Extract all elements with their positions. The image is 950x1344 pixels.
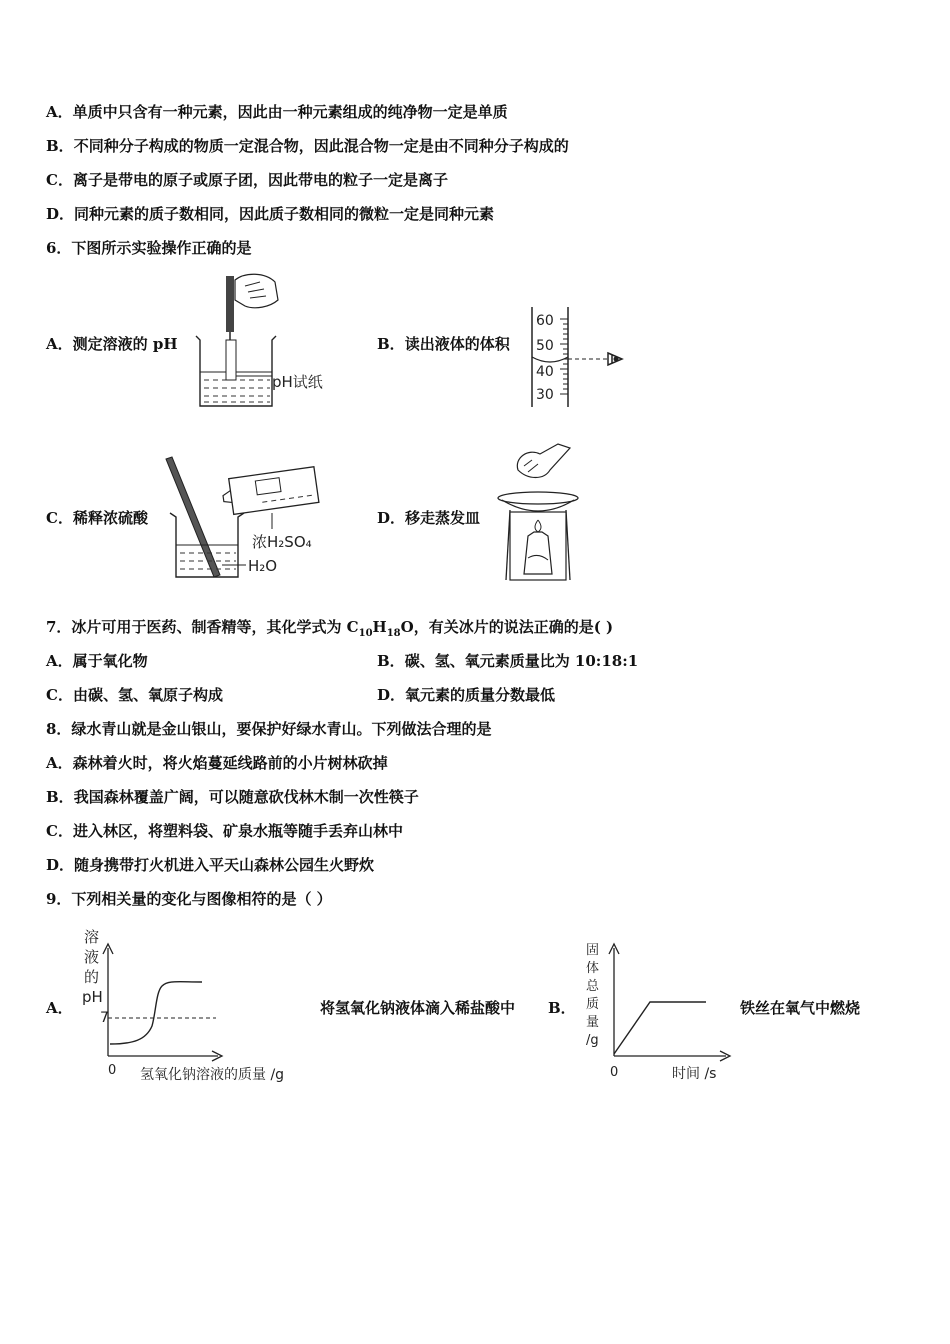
y-label-char: 固: [586, 943, 600, 958]
q6-stem: 6．下图所示实验操作正确的是: [46, 239, 252, 257]
q5-option-b: [46, 136, 569, 156]
meniscus: [532, 357, 568, 362]
q7-option-c: [46, 685, 223, 705]
alcohol-lamp: [524, 532, 552, 574]
q6-option-b: [377, 334, 510, 354]
ph-paper: [226, 340, 236, 380]
y-label-char: 液: [84, 948, 100, 966]
evaporating-dish: [498, 492, 578, 504]
y-label-char: 溶: [84, 928, 100, 946]
option-letter: B．: [377, 335, 405, 353]
option-letter: A．: [46, 103, 73, 121]
option-text: 单质中只含有一种元素，因此由一种元素组成的纯净物一定是单质: [72, 103, 508, 121]
option-text: 同种元素的质子数相同，因此质子数相同的微粒一定是同种元素: [74, 205, 495, 223]
q8-option-d: [46, 855, 374, 875]
option-letter: C．: [46, 822, 73, 840]
y-label-char: /g: [586, 1033, 599, 1048]
ph-graph: [78, 922, 318, 1087]
acid-bottle: [221, 467, 319, 516]
q6-option-c: [46, 508, 148, 528]
q8-option-a: [46, 753, 388, 773]
option-text: 森林着火时，将火焰蔓延线路前的小片树林砍掉: [72, 754, 388, 772]
q6-option-d: [377, 508, 480, 528]
option-text: 随身携带打火机进入平天山森林公园生火野炊: [74, 856, 375, 874]
glass-rod: [226, 276, 234, 332]
acid-label: 浓H₂SO₄: [252, 533, 312, 551]
option-text: 由碳、氢、氧原子构成: [72, 686, 223, 704]
tick-label-40: 40: [536, 364, 554, 380]
x-axis-label: 氢氧化钠溶液的质量 /g: [140, 1067, 285, 1083]
mass-curve: [614, 1002, 706, 1054]
q7-stem: [46, 617, 613, 644]
y-label-char: 量: [586, 1015, 600, 1030]
q8-option-c: [46, 821, 403, 841]
tick-label-30: 30: [536, 387, 554, 403]
stem-text: H: [372, 618, 387, 636]
option-text: 属于氧化物: [72, 652, 148, 670]
option-letter: C．: [46, 509, 73, 527]
hand-illustration: [235, 274, 278, 308]
option-text: 我国森林覆盖广阔，可以随意砍伐林木制一次性筷子: [73, 788, 419, 806]
q9-option-a-text: 将氢氧化钠液体滴入稀盐酸中: [320, 999, 516, 1017]
stand: [510, 512, 566, 580]
stem-text: O，有关冰片的说法正确的是( ): [400, 618, 614, 636]
y-label-char: 的: [84, 968, 100, 986]
option-text: 氧元素的质量分数最低: [405, 686, 556, 704]
dilute-acid-figure: [160, 455, 330, 583]
option-text: 碳、氢、氧元素质量比为 10:18:1: [404, 652, 639, 670]
tick-label-50: 50: [536, 338, 554, 354]
water-label: H₂O: [248, 557, 278, 575]
tick-label-60: 60: [536, 313, 554, 329]
option-text: 读出液体的体积: [404, 335, 510, 353]
option-letter: C．: [46, 686, 73, 704]
mass-graph: [580, 938, 740, 1086]
option-letter: A．: [46, 652, 73, 670]
option-letter: D．: [377, 686, 406, 704]
q9-stem: 9．下列相关量的变化与图像相符的是（ ）: [46, 890, 332, 908]
option-text: 离子是带电的原子或原子团，因此带电的粒子一定是离子: [72, 171, 448, 189]
q5-option-d: [46, 204, 494, 224]
subscript: 18: [386, 628, 401, 639]
q6-option-a: [46, 334, 178, 354]
q9-option-b-letter: B．: [548, 999, 576, 1017]
q5-option-c: [46, 170, 448, 190]
option-letter: A．: [46, 335, 73, 353]
glass-rod: [166, 457, 220, 577]
q8-stem: 8．绿水青山就是金山银山，要保护好绿水青山。下列做法合理的是: [46, 720, 492, 738]
hand-illustration: [517, 444, 570, 478]
option-letter: D．: [46, 205, 75, 223]
cylinder-figure: [528, 305, 638, 410]
option-letter: B．: [377, 652, 405, 670]
q5-option-a: [46, 102, 508, 122]
option-text: 不同种分子构成的物质一定混合物，因此混合物一定是由不同种分子构成的: [73, 137, 569, 155]
origin-label: 0: [610, 1065, 619, 1080]
origin-label: 0: [108, 1063, 117, 1078]
option-text: 移走蒸发皿: [405, 509, 481, 527]
option-text: 测定溶液的 pH: [72, 335, 178, 353]
option-letter: D．: [46, 856, 75, 874]
x-axis-label: 时间 /s: [672, 1066, 717, 1082]
option-text: 进入林区，将塑料袋、矿泉水瓶等随手丢弃山林中: [72, 822, 403, 840]
y-label-char: 体: [586, 961, 600, 976]
option-letter: D．: [377, 509, 406, 527]
option-letter: A．: [46, 754, 73, 772]
y-tick-7: 7: [100, 1010, 109, 1026]
option-letter: C．: [46, 171, 73, 189]
ph-test-figure: [190, 272, 340, 412]
y-label-char: 总: [586, 979, 600, 994]
ph-paper-label: pH试纸: [272, 373, 323, 391]
y-label-char: 质: [586, 997, 600, 1012]
y-label-char: pH: [82, 988, 103, 1006]
ph-curve: [110, 982, 202, 1044]
q7-option-a: [46, 651, 148, 671]
q7-option-b: [377, 651, 638, 671]
q9-option-a-letter: A．: [46, 999, 73, 1017]
q8-option-b: [46, 787, 419, 807]
option-text: 稀释浓硫酸: [72, 509, 148, 527]
stem-text: 7．冰片可用于医药、制香精等，其化学式为 C: [46, 618, 359, 636]
q7-option-d: [377, 685, 555, 705]
option-letter: B．: [46, 788, 74, 806]
subscript: 10: [358, 628, 373, 639]
option-letter: B．: [46, 137, 74, 155]
evaporation-figure: [488, 440, 588, 585]
q9-option-b-text: 铁丝在氧气中燃烧: [740, 999, 861, 1017]
